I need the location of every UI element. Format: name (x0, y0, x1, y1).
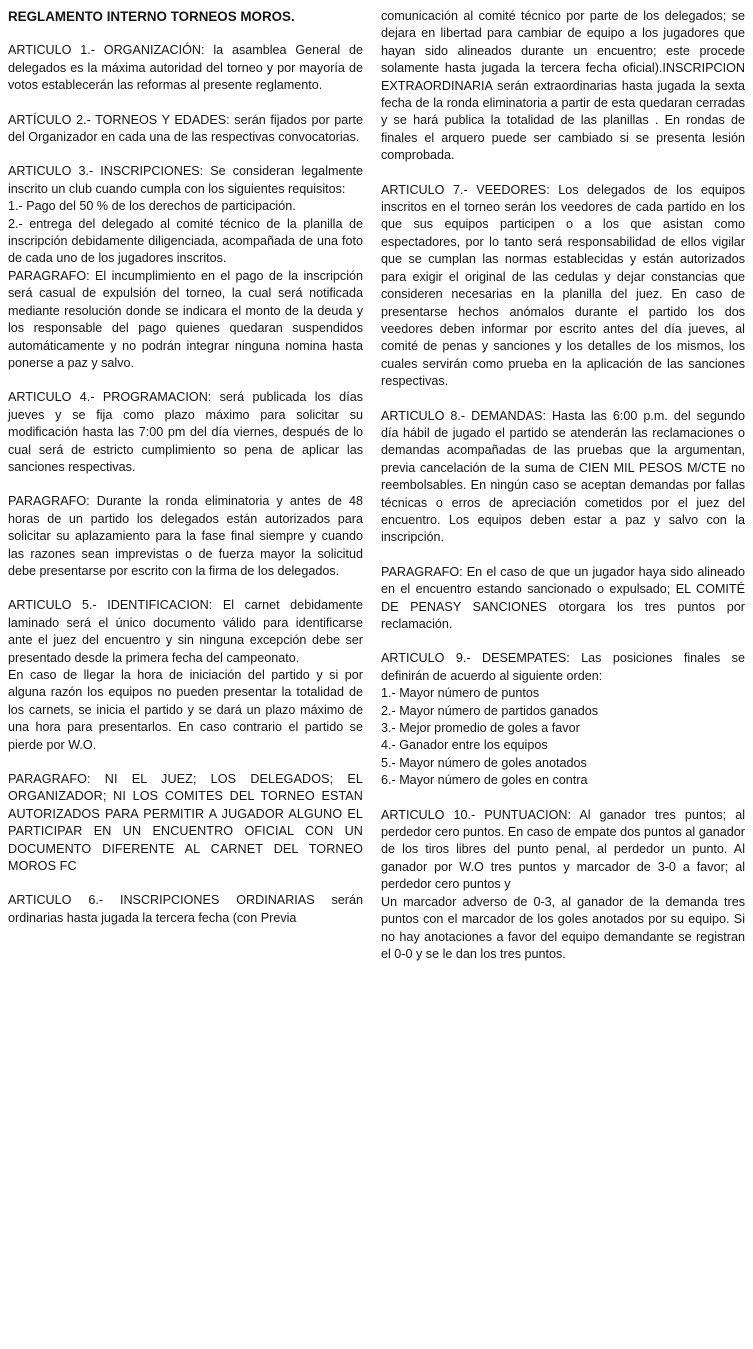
list-item: 1.- Mayor número de puntos (381, 686, 540, 701)
article-8-paragraph: PARAGRAFO: En el caso de que un jugador haya sido alineado en el encuentro estando sancionado o expulsado; EL COMITÉ DE PENASY SANCIONES otorgara los tres puntos por reclamación. (381, 564, 745, 631)
article-4: ARTICULO 4.- PROGRAMACION: será publicada los días jueves y se fija como plazo máximo para solicitar su modificación hasta las 7:00 pm del día viernes, después de lo cual será de estricto cumplimiento so pena de aplicar las sanciones respectivas. (8, 390, 363, 474)
article-4-paragraph: PARAGRAFO: Durante la ronda eliminatoria y antes de 48 horas de un partido los delegados están autorizados para solicitar su aplazamiento para la fase final siempre y cuando las razones sean imprevistas o de fuerza mayor la solicitud debe presentarse por escrito con la firma de los delegados. (8, 494, 363, 578)
article-2: ARTÍCULO 2.- TORNEOS Y EDADES: serán fijados por parte del Organizador en cada una de las respectivas convocatorias. (8, 112, 363, 145)
article-7: ARTICULO 7.- VEEDORES: Los delegados de los equipos inscritos en el torneo serán los veedores de cada partido en los que sus equipos participen o a los que asistan como espectadores, por lo tanto será responsabilidad de ellos vigilar que se cumplan las normas establecidas y están autorizados para exigir el original de las cedulas y dejar constancias que consideren necesarias en la planilla del juez. En caso de presentarse hechos anómalos durante el partido los dos veedores deben informar por escrito antes del día jueves, al comité de penas y sanciones y los detalles de los mismos, los cuales servirán como prueba en la aplicación de las sanciones respectivas. (381, 182, 745, 389)
article-5-paragraph: PARAGRAFO: NI EL JUEZ; LOS DELEGADOS; EL ORGANIZADOR; NI LOS COMITES DEL TORNEO ESTAN AUTORIZADOS PARA PERMITIR A JUGADOR ALGUNO EL PARTICIPAR EN UN ENCUENTRO OFICIAL CON UN DOCUMENTO DIFERENTE AL CARNET DEL TORNEO MOROS FC (8, 772, 363, 874)
article-3-item-1: 1.- Pago del 50 % de los derechos de participación. (8, 199, 296, 214)
article-10: ARTICULO 10.- PUNTUACION: Al ganador tres puntos; al perdedor cero puntos. En caso de empate dos puntos al ganador de los tiros libres del punto penal, al perdedor un punto. Al ganador por W.O tres puntos y marcador de 3-0 a favor; al perdedor cero puntos y (381, 807, 745, 892)
list-item: 6.- Mayor número de goles en contra (381, 773, 588, 788)
article-5: ARTICULO 5.- IDENTIFICACION: El carnet debidamente laminado será el único documento válido para identificarse ante el juez del encuentro y sin ninguna excepción debe ser presentado desde la primera fecha del campeonato. (8, 598, 363, 665)
article-3-paragraph: PARAGRAFO: El incumplimiento en el pago de la inscripción será casual de expulsión del torneo, la cual será notificada mediante resolución donde se indicara el monto de la deuda y los responsable del pago quienes quedaran suspendidos automáticamente y no podrán integrar ninguna nomina hasta ponerse a paz y salvo. (8, 268, 363, 370)
left-column (8, 8, 363, 1349)
article-1: ARTICULO 1.- ORGANIZACIÓN: la asamblea General de delegados es la máxima autoridad del torneo y por mayoría de votos establecerán las reformas al presente reglamento. (8, 43, 363, 93)
tiebreak-list (381, 685, 745, 789)
document-title: REGLAMENTO INTERNO TORNEOS MOROS. (8, 9, 295, 24)
article-9-intro: ARTICULO 9.- DESEMPATES: Las posiciones finales se definirán de acuerdo al siguiente orden: (381, 651, 745, 683)
article-5-continued: En caso de llegar la hora de iniciación del partido y si por alguna razón los equipos no pueden presentar la totalidad de los carnets, se inicia el partido y se dará un plazo máximo de una hora para presentarlos. En caso contrario el partido se pierde por W.O. (8, 668, 363, 752)
article-6-continued: comunicación al comité técnico por parte de los delegados; se dejara en libertad para cambiar de equipo a los jugadores que hayan sido alineados durante un encuentro; este procede solamente hasta jugada la tercera fecha oficial).INSCRIPCION EXTRAORDINARIA serán extraordinarias hasta jugada la sexta fecha de la ronda eliminatoria a partir de esta quedaran cerradas y se hará publica la totalidad de las planillas . En rondas de finales el arquero puede ser cambiado si se presenta lesión comprobada. (381, 9, 745, 163)
list-item: 3.- Mejor promedio de goles a favor (381, 721, 580, 736)
article-6: ARTICULO 6.- INSCRIPCIONES ORDINARIAS serán ordinarias hasta jugada la tercera fecha (con Previa (8, 893, 363, 925)
list-item: 5.- Mayor número de goles anotados (381, 755, 587, 770)
right-column (381, 8, 745, 1349)
article-3-item-2: 2.- entrega del delegado al comité técnico de la planilla de inscripción debidamente diligenciada, acompañada de una foto de cada uno de los jugadores inscritos. (8, 216, 363, 266)
article-10-continued: Un marcador adverso de 0-3, al ganador de la demanda tres puntos con el marcador de los goles anotados por su equipo. Si no hay anotaciones a favor del equipo demandante se registran el 0-0 y se le dan los tres puntos. (381, 894, 745, 961)
list-item: 2.- Mayor número de partidos ganados (381, 703, 599, 718)
list-item: 4.- Ganador entre los equipos (381, 738, 548, 753)
article-8: ARTICULO 8.- DEMANDAS: Hasta las 6:00 p.m. del segundo día hábil de jugado el partido se atenderán las reclamaciones o demandas acompañadas de las pruebas que la argumentan, previa cancelación de la suma de CIEN MIL PESOS M/CTE no reembolsables. En ningún caso se aceptan demandas por fallas técnicas o erros de apreciación cometidos por el juez del encuentro. Los equipos deben estar a paz y salvo con la inscripción. (381, 408, 745, 545)
article-3-intro: ARTICULO 3.- INSCRIPCIONES: Se consideran legalmente inscrito un club cuando cumpla con los siguientes requisitos: (8, 164, 363, 196)
